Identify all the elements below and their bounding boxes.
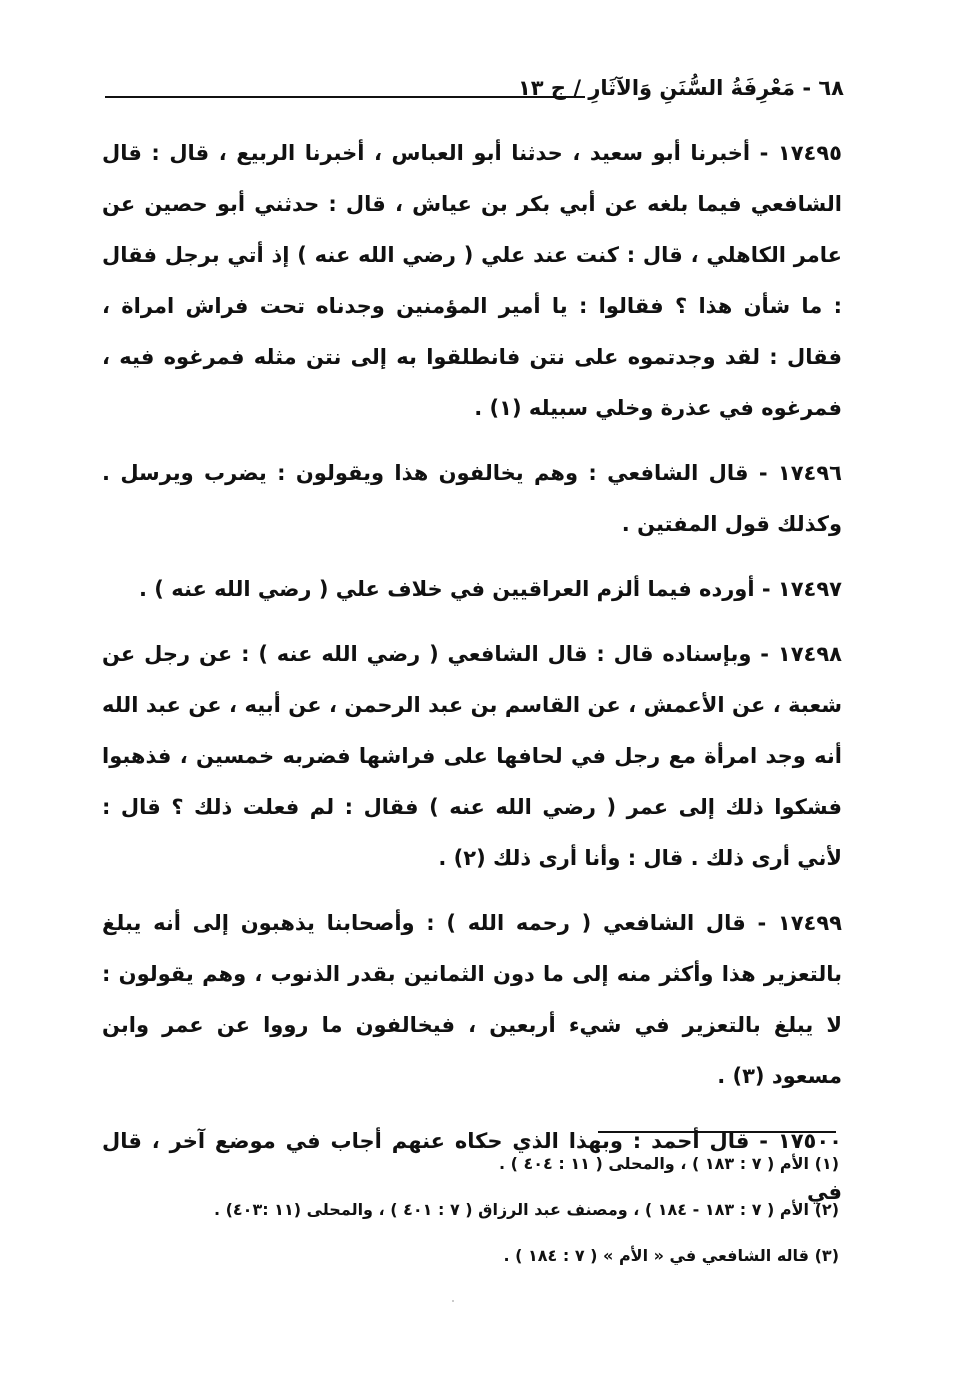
page-header [105, 74, 844, 110]
footnote-1: (١) الأم ( ٧ : ١٨٣ ) ، والمحلى ( ١١ : ٤٠٤ ) . [498, 1154, 839, 1173]
footnote-3: (٣) قاله الشافعي في « الأم » ( ٧ : ١٨٤ ) . [503, 1246, 839, 1265]
paragraph-17496: ١٧٤٩٦ - قال الشافعي : وهم يخالفون هذا ويقولون : يضرب ويرسل . وكذلك قول المفتين . [102, 461, 842, 536]
paragraph-17500: ١٧٥٠٠ - قال أحمد : وبهذا الذي حكاه عنهم أجاب في موضع آخر ، قال في [102, 1129, 842, 1204]
scan-speck [452, 1300, 454, 1302]
paragraph-17499: ١٧٤٩٩ - قال الشافعي ( رحمه الله ) : وأصحابنا يذهبون إلى أنه يبلغ بالتعزير هذا وأكثر منه إلى ما دون الثمانين بقدر الذنوب ، وهم يقولون : لا يبلغ بالتعزير في شيء أربعين ، فيخالفون ما رووا عن عمر وابن مسعود (٣) . [102, 911, 842, 1088]
footnote-2: (٢) الأم ( ٧ : ١٨٣ - ١٨٤ ) ، ومصنف عبد الرزاق ( ٧ : ٤٠١ ) ، والمحلى (١١ :٤٠٣) . [213, 1200, 839, 1219]
paragraph-17497: ١٧٤٩٧ - أورده فيما ألزم العراقيين في خلاف علي ( رضي الله عنه ) . [139, 577, 842, 601]
paragraph-17495: ١٧٤٩٥ - أخبرنا أبو سعيد ، حدثنا أبو العباس ، أخبرنا الربيع ، قال : قال الشافعي فيما بلغه عن أبي بكر بن عياش ، قال : حدثني أبو حصين عن عامر الكاهلي ، قال : كنت عند علي ( رضي الله عنه ) إذ أتي برجل فقال : ما شأن هذا ؟ فقالوا : يا أمير المؤمنين وجدناه تحت فراش امراة ، فقال : لقد وجدتموه على نتن فانطلقوا به إلى نتن مثله فمرغوه فيه ، فمرغوه في عذرة وخلي سبيله (١) . [102, 141, 842, 420]
footnote-separator [598, 1131, 836, 1133]
paragraph-17498: ١٧٤٩٨ - وبإسناده قال : قال الشافعي ( رضي الله عنه ) : عن رجل عن شعبة ، عن الأعمش ، عن القاسم بن عبد الرحمن ، عن أبيه ، عن عبد الله أنه وجد امرأة مع رجل في لحافها على فراشها فضربه خمسين ، فذهبوا فشكوا ذلك إلى عمر ( رضي الله عنه ) فقال : لم فعلت ذلك ؟ قال : لأني أرى ذلك . قال : وأنا أرى ذلك (٢) . [102, 642, 842, 870]
footnotes [100, 1151, 839, 1289]
running-header: ٦٨ - مَعْرِفَةُ السُّنَنِ وَالآثَارِ / ج ١٣ [517, 76, 844, 100]
main-text [102, 128, 842, 1232]
header-rule [105, 96, 585, 98]
